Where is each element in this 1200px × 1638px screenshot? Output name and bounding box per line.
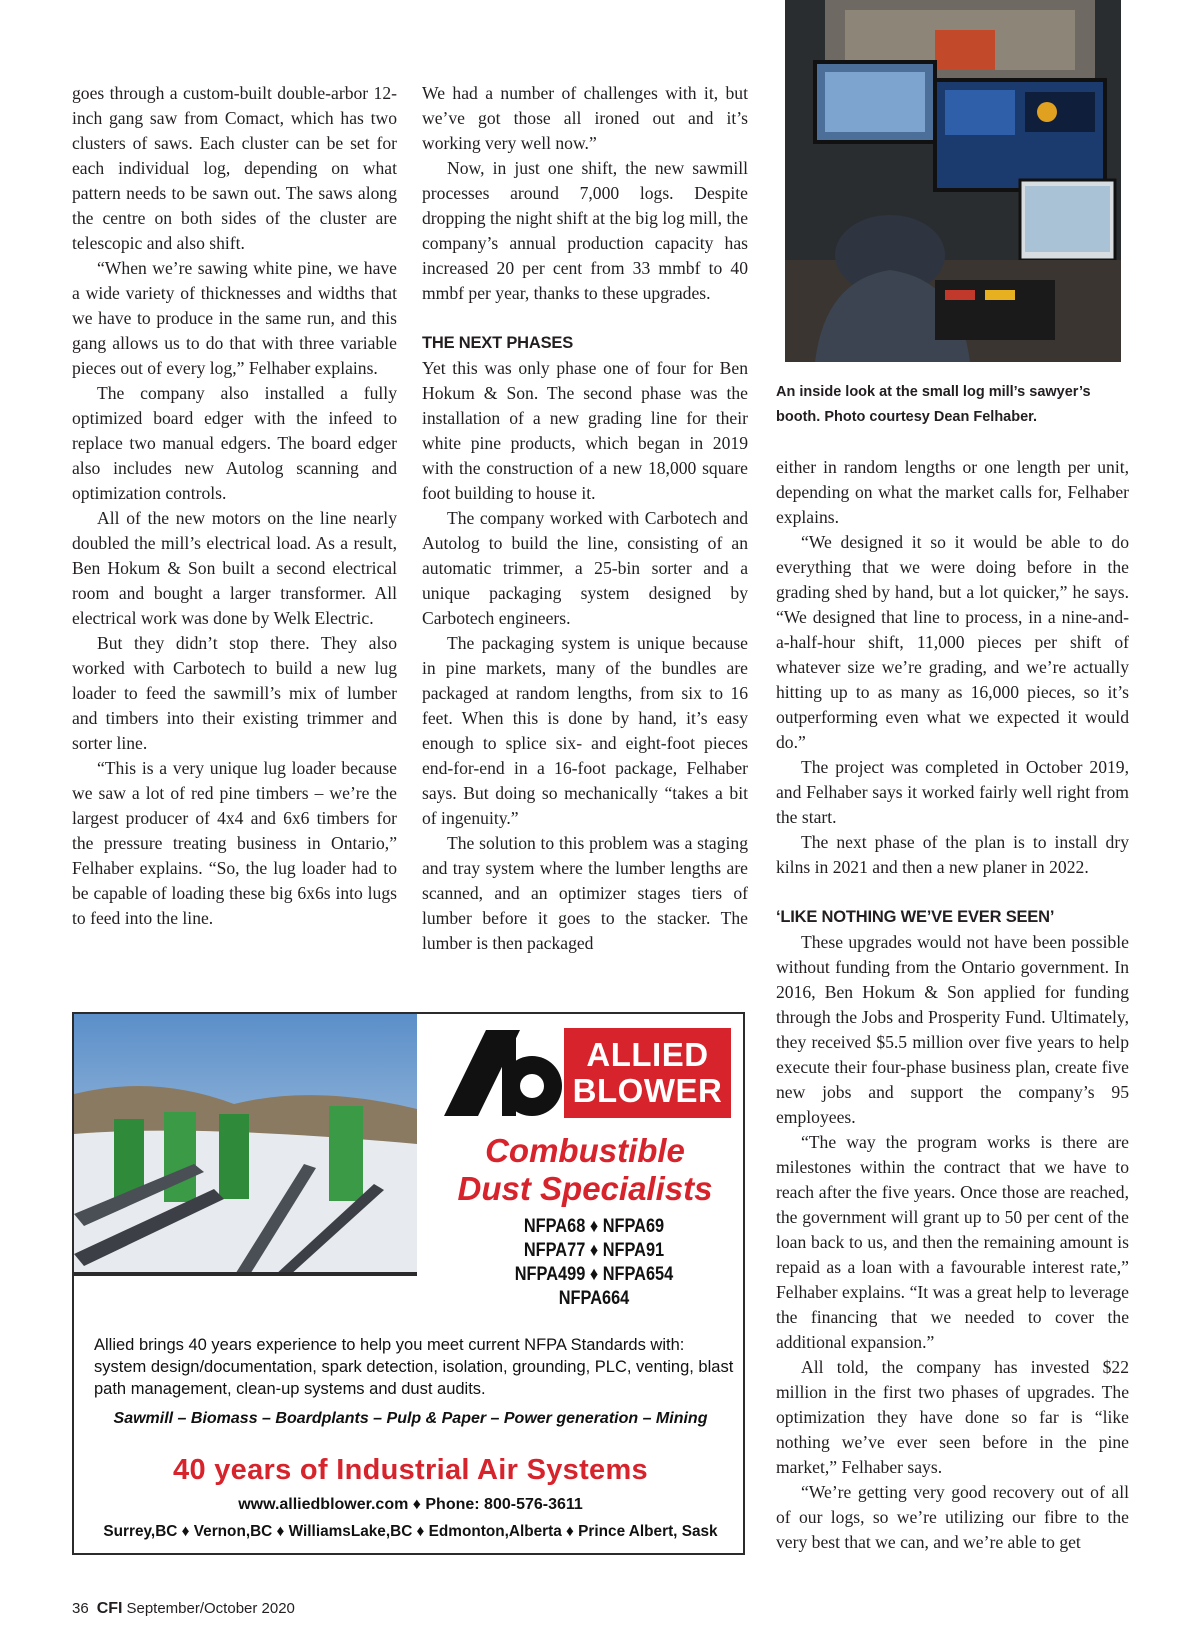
ad-industries: Sawmill – Biomass – Boardplants – Pulp & Paper – Power generation – Mining <box>113 1410 708 1427</box>
paragraph: either in random lengths or one length per unit, depending on what the market calls for, Felhaber explains. <box>776 457 1129 527</box>
paragraph: The company also installed a fully optimized board edger with the infeed to replace two manual edgers. The board edger also includes new Autolog scanning and optimization controls. <box>72 383 397 503</box>
paragraph: Yet this was only phase one of four for Ben Hokum & Son. The second phase was the installation of a new grading line for their white pine products, which began in 2019 with the construction of a new 18,000 square foot building to house it. <box>422 358 748 503</box>
magazine-name: CFI <box>96 1600 123 1617</box>
sawyer-booth-photo <box>785 0 1121 362</box>
ad-tagline: 40 years of Industrial Air Systems <box>173 1454 648 1486</box>
nfpa-standards-row: NFPA68 ♦ NFPA69 <box>523 1216 665 1237</box>
paragraph: goes through a custom-built double-arbor 12-inch gang saw from Comact, which has two clusters of saws. Each cluster can be set for each individual log, depending on what pattern needs to be sawn out. The saws along the centre on both sides of the cluster are telescopic and also shift. <box>72 83 397 253</box>
article-column-2 <box>422 81 748 956</box>
section-heading: ‘LIKE NOTHING WE’VE EVER SEEN’ <box>776 908 1055 926</box>
page-footer <box>72 1600 295 1618</box>
allied-blower-logo-icon <box>424 1024 574 1122</box>
article-column-1 <box>72 81 397 931</box>
paragraph: But they didn’t stop there. They also worked with Carbotech to build a new lug loader to feed the sawmill’s mix of lumber and timbers into their existing trimmer and sorter line. <box>72 633 397 753</box>
paragraph: “We designed it so it would be able to do everything that we were doing before in the grading shed by hand, but a lot quicker,” he says. “We designed that line to process, in a nine-and-a-half-hour shift, 11,000 pieces per shift of whatever size we’re grading, and we’re actually hitting up to as many as 16,000 pieces, so it’s outperforming even what we expected it would do.” <box>776 532 1129 752</box>
paragraph: The company worked with Carbotech and Autolog to build the line, consisting of an automatic trimmer, a 25-bin sorter and a unique packaging system designed by Carbotech engineers. <box>422 508 748 628</box>
nfpa-standards-row: NFPA664 <box>558 1288 630 1309</box>
paragraph: “The way the program works is there are milestones within the contract that we have to reach after the five years. Once those are reached, the government will grant up to 50 per cent of the loan back to us, and then the remaining amount is repaid as a loan with a favourable interest rate,” Felhaber explains. “It was a great help to leverage the financing that we needed to cover the additional expansion.” <box>776 1132 1129 1352</box>
paragraph: These upgrades would not have been possible without funding from the Ontario government. In 2016, Ben Hokum & Son applied for funding through the Jobs and Prosperity Fund. Ultimately, they received $5.5 million over five years to help execute their four-phase business plan, create five new jobs and support the company’s 95 employees. <box>776 932 1129 1127</box>
paragraph: The project was completed in October 2019, and Felhaber says it worked fairly well right from the start. <box>776 757 1129 827</box>
paragraph: The packaging system is unique because in pine markets, many of the bundles are packaged at random lengths, from six to 16 feet. When this is done by hand, it’s easy enough to splice six- and eight-foot pieces end-for-end in a 16-foot package, Felhaber says. But doing so mechanically “takes a bit of ingenuity.” <box>422 633 748 828</box>
paragraph: “When we’re sawing white pine, we have a wide variety of thicknesses and widths that we have to produce in the same run, and this gang allows us to do that with three variable pieces out of every log,” Felhaber explains. <box>72 258 397 378</box>
paragraph: The solution to this problem was a staging and tray system where the lumber lengths are scanned, and an optimizer stages tiers of lumber before it goes to the stacker. The lumber is then packaged <box>422 833 748 953</box>
photo-caption: An inside look at the small log mill’s sawyer’s booth. Photo courtesy Dean Felhaber. <box>776 384 1091 425</box>
paragraph: All of the new motors on the line nearly doubled the mill’s electrical load. As a result, Ben Hokum & Son built a second electrical room and bought a larger transformer. All electrical work was done by Welk Electric. <box>72 508 397 628</box>
nfpa-standards-row: NFPA499 ♦ NFPA654 <box>514 1264 674 1285</box>
ad-headline-line-2: Dust Specialists <box>457 1170 713 1207</box>
paragraph: “This is a very unique lug loader because we saw a lot of red pine timbers – we’re the largest producer of 4x4 and 6x6 timbers for the pressure treating business in Ontario,” Felhaber explains. “So, the lug loader had to be capable of loading these big 6x6s into lugs to feed into the line. <box>72 758 397 928</box>
ad-headline-line-1: Combustible <box>485 1132 685 1169</box>
dust-collector-site-photo <box>74 1014 417 1276</box>
brand-name-line-2: BLOWER <box>572 1072 723 1109</box>
section-heading: THE NEXT PHASES <box>422 334 574 352</box>
paragraph: “We’re getting very good recovery out of all of our logs, so we’re utilizing our fibre to the very best that we can, and we’re able to get <box>776 1482 1129 1552</box>
ad-body-text: Allied brings 40 years experience to help you meet current NFPA Standards with: system design/documentation, spark detection, isolation, grounding, PLC, venting, blast path management, clean-up systems and dust audits. <box>94 1336 734 1398</box>
paragraph: We had a number of challenges with it, but we’ve got those all ironed out and it’s working very well now.” <box>422 83 748 153</box>
article-column-3 <box>776 455 1129 1555</box>
brand-logo-box <box>564 1028 731 1118</box>
paragraph: All told, the company has invested $22 million in the first two phases of upgrades. The optimization they have done so far is “like nothing we’ve ever seen before in the pine market,” Felhaber says. <box>776 1357 1129 1477</box>
paragraph: The next phase of the plan is to install dry kilns in 2021 and then a new planer in 2022. <box>776 832 1129 877</box>
page-number: 36 <box>72 1600 89 1617</box>
issue-date: September/October 2020 <box>126 1600 295 1617</box>
ad-locations: Surrey,BC ♦ Vernon,BC ♦ WilliamsLake,BC ♦ Edmonton,Alberta ♦ Prince Albert, Sask <box>103 1523 718 1540</box>
paragraph: Now, in just one shift, the new sawmill processes around 7,000 logs. Despite dropping the night shift at the big log mill, the company’s annual production capacity has increased 20 per cent from 33 mmbf to 40 mmbf per year, thanks to these upgrades. <box>422 158 748 303</box>
allied-blower-advertisement <box>72 1012 745 1555</box>
ad-contact: www.alliedblower.com ♦ Phone: 800-576-3611 <box>238 1496 583 1513</box>
nfpa-standards-row: NFPA77 ♦ NFPA91 <box>523 1240 665 1261</box>
sawyer-booth-illustration <box>785 0 1121 362</box>
brand-name-line-1: ALLIED <box>586 1036 709 1073</box>
